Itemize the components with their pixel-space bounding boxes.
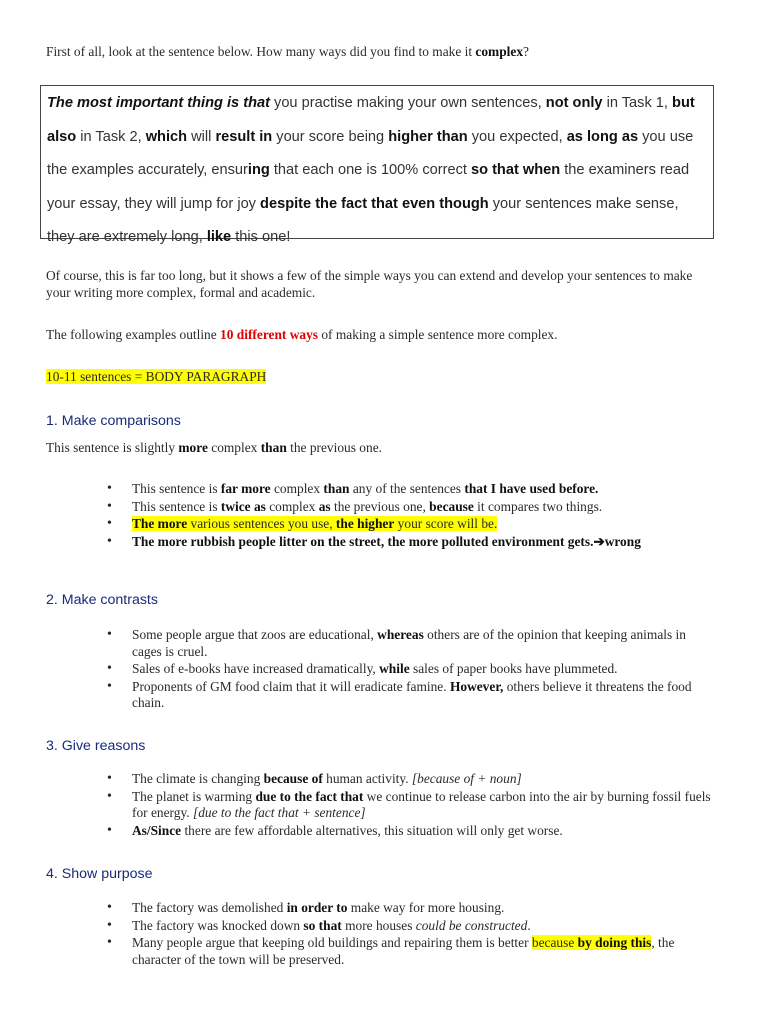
- list-item: • The more rubbish people litter on the street, the more polluted environment gets.➔wrong: [107, 534, 642, 551]
- comparisons-list: [107, 481, 727, 551]
- explanation-paragraph: Of course, this is far too long, but it shows a few of the simple ways you can extend and develop your sentences to make your writing more complex, formal and academic.: [46, 268, 693, 300]
- ten-ways-emphasis: 10 different ways: [220, 327, 318, 342]
- list-item: • As/Since there are few affordable alternatives, this situation will only get worse.: [107, 823, 715, 840]
- list-item: • Sales of e-books have increased dramatically, while sales of paper books have plummeted.: [107, 661, 715, 678]
- overview-paragraph: The following examples outline 10 different ways of making a simple sentence more complex.: [46, 327, 558, 342]
- section-heading-contrasts: 2. Make contrasts: [46, 592, 158, 608]
- list-item: • The factory was knocked down so that more houses could be constructed.: [107, 918, 715, 935]
- list-item: • Proponents of GM food claim that it will eradicate famine. However, others believe it threatens the food chain.: [107, 679, 715, 712]
- intro-complex-word: complex: [475, 44, 524, 59]
- list-item: • Some people argue that zoos are educational, whereas others are of the opinion that keeping animals in cages is cruel.: [107, 627, 715, 660]
- section-heading-reasons: 3. Give reasons: [46, 738, 146, 754]
- list-item: • Many people argue that keeping old buildings and repairing them is better because by doing this, the character of the town will be preserved.: [107, 935, 715, 968]
- intro-question: First of all, look at the sentence below. How many ways did you find to make it complex?: [46, 44, 529, 59]
- list-item: • This sentence is far more complex than any of the sentences that I have used before.: [107, 481, 727, 498]
- body-paragraph-note: 10-11 sentences = BODY PARAGRAPH: [46, 369, 267, 384]
- section-heading-comparisons: 1. Make comparisons: [46, 413, 181, 429]
- contrasts-list: [107, 627, 715, 713]
- list-item: • The more various sentences you use, the higher your score will be.: [107, 516, 727, 533]
- section-heading-purpose: 4. Show purpose: [46, 866, 153, 882]
- example-sentence-box: The most important thing is that you practise making your own sentences, not only in Task 1, but also in Task 2, which will result in your score being higher than you expected, as long as you use the examples accurately, ensuring that each one is 100% correct so that when the examiners read your essay, they will jump for joy despite the fact that even though your sentences make sense, they are extremely long, like this one!: [40, 85, 714, 239]
- reasons-list: [107, 771, 715, 840]
- arrow-icon: ➔: [593, 533, 605, 549]
- list-item: • The factory was demolished in order to make way for more housing.: [107, 900, 715, 917]
- comparison-base-sentence: This sentence is slightly more complex than the previous one.: [46, 440, 382, 455]
- list-item: • The climate is changing because of human activity. [because of + noun]: [107, 771, 715, 788]
- list-item: • This sentence is twice as complex as the previous one, because it compares two things.: [107, 499, 727, 516]
- list-item: • The planet is warming due to the fact that we continue to release carbon into the air by burning fossil fuels for energy. [due to the fact that + sentence]: [107, 789, 715, 822]
- purpose-list: [107, 900, 715, 969]
